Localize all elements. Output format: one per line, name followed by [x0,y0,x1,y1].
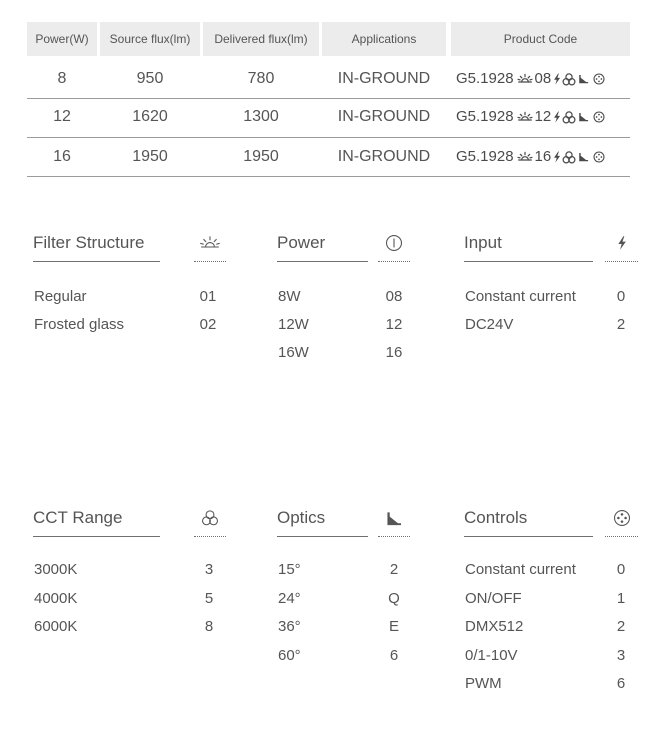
option-list [464,559,644,702]
option-list [33,559,213,645]
option-code: 5 [204,589,214,607]
cell-source-flux: 1950 [132,148,168,165]
group-title: Controls [464,508,528,527]
title-underline [464,536,593,537]
group-title: Power [277,233,326,252]
filter-structure-icon [517,151,533,163]
group-title: CCT Range [33,508,123,527]
icon-dotted-underline [194,536,226,537]
cell-source-flux: 950 [136,70,164,87]
controls-icon [593,111,605,123]
option-item [277,286,457,314]
option-label: DMX512 [465,618,524,635]
cct-range-icon [562,73,576,86]
row-divider [27,176,630,177]
input-icon [553,111,561,123]
option-code: 2 [389,561,399,578]
group-icon [605,232,638,254]
cell-power: 12 [53,108,71,125]
option-code: Q [388,589,400,607]
option-code: 3 [204,561,214,578]
option-item [464,616,644,645]
table-row [0,106,672,128]
group-title: Input [464,233,502,252]
title-underline [277,261,368,262]
option-code: 08 [385,288,403,305]
cell-application: IN-GROUND [337,108,431,125]
option-label: 16W [278,344,309,361]
option-code: 3 [616,646,626,664]
option-code: 1 [616,589,626,607]
cell-power: 8 [57,70,67,87]
column-header-product-code: Product Code [451,22,630,56]
filter-structure-icon [517,111,533,123]
power-icon [385,234,403,252]
option-item [464,673,644,702]
option-label: Constant current [465,288,576,305]
option-list [33,286,217,342]
cell-delivered-flux: 1950 [243,148,279,165]
title-underline [277,536,368,537]
option-item [33,314,217,342]
option-code: 0 [616,288,626,305]
optics-icon [578,74,589,84]
input-group [464,232,644,432]
code-power: 08 [534,70,552,87]
option-code: 0 [616,561,626,578]
option-label: 36° [278,618,301,635]
title-underline [33,536,160,537]
option-label: ON/OFF [465,589,522,607]
option-code: 8 [204,618,214,635]
table-row [0,146,672,168]
row-divider [27,137,630,138]
option-item [33,559,213,588]
option-list [277,559,457,673]
option-list [464,286,644,342]
group-icon [378,232,410,254]
cell-application: IN-GROUND [337,70,431,87]
filter-structure-icon [517,73,533,85]
cell-delivered-flux: 1300 [243,108,279,125]
option-code: 2 [616,618,626,635]
optics-icon [578,152,589,162]
option-label: PWM [465,675,502,692]
cct-range-group [33,507,213,707]
cct-range-icon [201,510,219,526]
option-label: 3000K [34,561,78,578]
group-icon [194,507,226,529]
controls-icon [593,151,605,163]
option-item [277,314,457,342]
icon-dotted-underline [378,536,410,537]
group-icon [194,232,226,254]
option-item [277,588,457,617]
option-code: 01 [199,288,217,305]
cell-power: 16 [53,148,71,165]
option-item [33,588,213,617]
cell-source-flux: 1620 [132,108,168,125]
cell-product-code [456,146,630,168]
option-item [464,286,644,314]
option-label: Constant current [465,561,576,578]
icon-dotted-underline [605,536,638,537]
option-item [277,645,457,674]
icon-dotted-underline [378,261,410,262]
option-label: Regular [34,288,87,305]
option-item [277,616,457,645]
cell-application: IN-GROUND [337,148,431,165]
option-code: 02 [199,316,217,333]
cct-range-icon [562,111,576,124]
option-code: 6 [616,675,626,692]
optics-group [277,507,457,707]
option-item [277,559,457,588]
option-label: 0/1-10V [465,646,518,664]
group-icon [605,507,638,529]
cell-product-code [456,68,630,90]
option-item [464,645,644,674]
cell-product-code [456,106,630,128]
option-code: 6 [389,646,399,664]
option-code: 12 [385,316,403,333]
option-item [464,559,644,588]
option-code: 2 [616,316,626,333]
table-row [0,68,672,90]
input-icon [553,151,561,163]
option-label: 4000K [34,589,78,607]
code-prefix: G5.1928 [456,70,514,87]
option-label: 60° [278,646,301,664]
option-code: E [388,618,399,635]
controls-group [464,507,644,707]
row-divider [27,98,630,99]
code-power: 12 [534,108,552,125]
cell-delivered-flux: 780 [247,70,275,87]
option-item [33,616,213,645]
option-label: 6000K [34,618,78,635]
option-label: DC24V [465,316,514,333]
option-label: 8W [278,288,301,305]
option-label: 24° [278,589,301,607]
title-underline [33,261,160,262]
controls-icon [613,509,631,527]
icon-dotted-underline [194,261,226,262]
code-prefix: G5.1928 [456,108,514,125]
title-underline [464,261,593,262]
column-header-power: Power(W) [27,22,97,56]
filter-structure-icon [199,235,221,251]
column-header-delivered-flux: Delivered flux(lm) [203,22,319,56]
option-label: Frosted glass [34,316,125,333]
option-list [277,286,457,370]
power-group [277,232,457,432]
code-prefix: G5.1928 [456,148,514,165]
option-item [464,588,644,617]
option-item [464,314,644,342]
cct-range-icon [562,151,576,164]
option-code: 16 [385,344,403,361]
group-title: Optics [277,508,326,527]
group-title: Filter Structure [33,233,145,252]
icon-dotted-underline [605,261,638,262]
controls-icon [593,73,605,85]
option-item [33,286,217,314]
optics-icon [385,511,403,526]
filter-structure-group [33,232,217,432]
option-item [277,342,457,370]
group-icon [378,507,410,529]
optics-icon [578,112,589,122]
input-icon [617,235,627,251]
column-header-applications: Applications [322,22,446,56]
option-label: 12W [278,316,309,333]
column-header-source-flux: Source flux(lm) [100,22,200,56]
option-label: 15° [278,561,301,578]
code-power: 16 [534,148,552,165]
input-icon [553,73,561,85]
